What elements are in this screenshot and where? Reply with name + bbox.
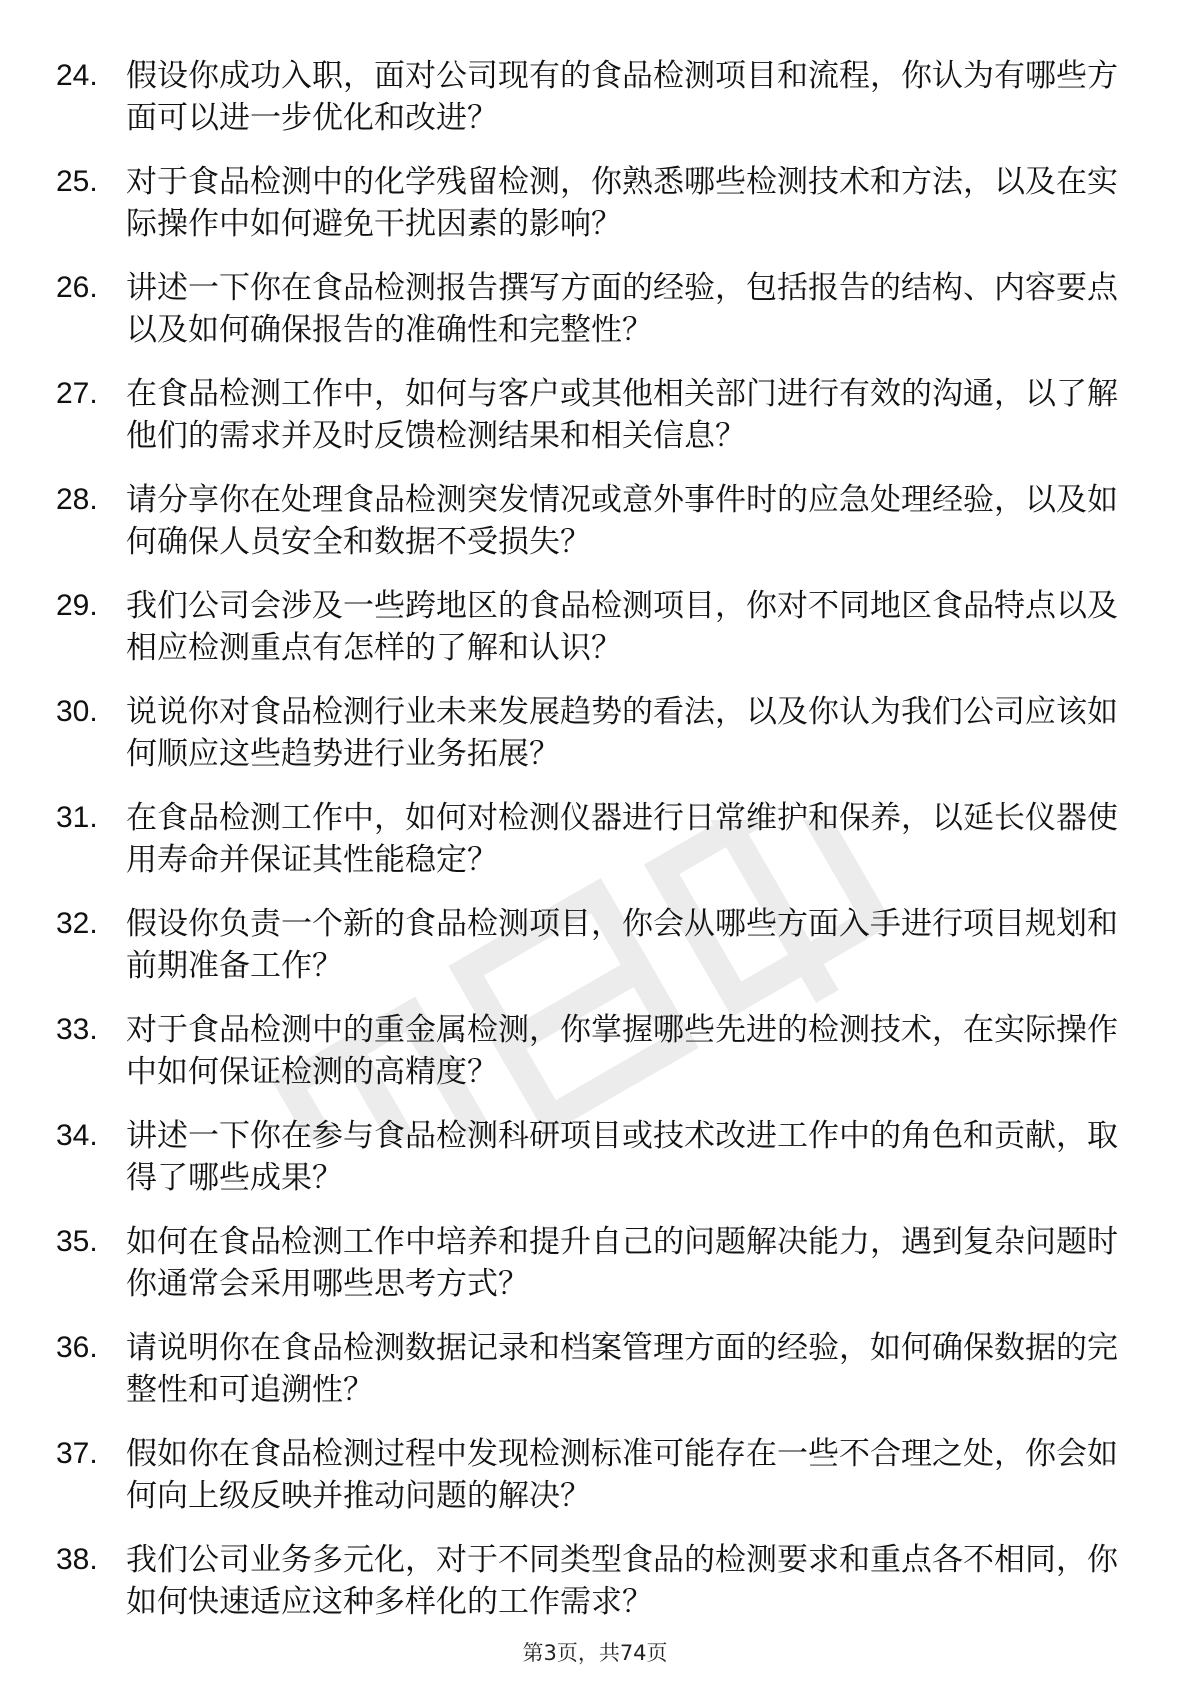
question-text: 如何在食品检测工作中培养和提升自己的问题解决能力，遇到复杂问题时你通常会采用哪些思考方式？	[126, 1224, 1118, 1302]
question-number: 25.	[56, 165, 98, 198]
question-number: 36.	[56, 1331, 98, 1364]
question-text: 讲述一下你在食品检测报告撰写方面的经验，包括报告的结构、内容要点以及如何确保报告的准确性和完整性？	[126, 270, 1118, 348]
question-text: 在食品检测工作中，如何对检测仪器进行日常维护和保养，以延长仪器使用寿命并保证其性能稳定？	[126, 800, 1118, 878]
list-item	[56, 585, 1136, 669]
question-number: 28.	[56, 483, 98, 516]
list-item	[56, 1327, 1136, 1411]
list-item	[56, 1433, 1136, 1517]
list-item	[56, 267, 1136, 351]
question-text: 我们公司业务多元化，对于不同类型食品的检测要求和重点各不相同，你如何快速适应这种多样化的工作需求？	[126, 1542, 1118, 1620]
question-number: 32.	[56, 907, 98, 940]
question-number: 26.	[56, 271, 98, 304]
question-number: 34.	[56, 1119, 98, 1152]
question-list	[56, 55, 1136, 1645]
list-item	[56, 479, 1136, 563]
list-item	[56, 1539, 1136, 1623]
question-text: 假设你成功入职，面对公司现有的食品检测项目和流程，你认为有哪些方面可以进一步优化和改进？	[126, 58, 1118, 136]
question-text: 讲述一下你在参与食品检测科研项目或技术改进工作中的角色和贡献，取得了哪些成果？	[126, 1118, 1118, 1196]
question-text: 对于食品检测中的化学残留检测，你熟悉哪些检测技术和方法，以及在实际操作中如何避免干扰因素的影响？	[126, 164, 1118, 242]
question-number: 33.	[56, 1013, 98, 1046]
list-item	[56, 1221, 1136, 1305]
list-item	[56, 1115, 1136, 1199]
question-number: 37.	[56, 1437, 98, 1470]
question-text: 说说你对食品检测行业未来发展趋势的看法，以及你认为我们公司应该如何顺应这些趋势进行业务拓展？	[126, 694, 1118, 772]
list-item	[56, 161, 1136, 245]
page-number-footer: 第3页，共74页	[522, 1641, 668, 1665]
question-text: 假设你负责一个新的食品检测项目，你会从哪些方面入手进行项目规划和前期准备工作？	[126, 906, 1118, 984]
question-text: 对于食品检测中的重金属检测，你掌握哪些先进的检测技术，在实际操作中如何保证检测的高精度？	[126, 1012, 1118, 1090]
list-item	[56, 797, 1136, 881]
list-item	[56, 903, 1136, 987]
question-number: 38.	[56, 1543, 98, 1576]
list-item	[56, 1009, 1136, 1093]
question-number: 29.	[56, 589, 98, 622]
list-item	[56, 691, 1136, 775]
list-item	[56, 55, 1136, 139]
question-text: 请分享你在处理食品检测突发情况或意外事件时的应急处理经验，以及如何确保人员安全和数据不受损失？	[126, 482, 1118, 560]
question-number: 27.	[56, 377, 98, 410]
question-text: 假如你在食品检测过程中发现检测标准可能存在一些不合理之处，你会如何向上级反映并推动问题的解决？	[126, 1436, 1118, 1514]
question-number: 24.	[56, 59, 98, 92]
question-text: 我们公司会涉及一些跨地区的食品检测项目，你对不同地区食品特点以及相应检测重点有怎样的了解和认识？	[126, 588, 1118, 666]
question-number: 35.	[56, 1225, 98, 1258]
question-number: 31.	[56, 801, 98, 834]
question-number: 30.	[56, 695, 98, 728]
question-text: 请说明你在食品检测数据记录和档案管理方面的经验，如何确保数据的完整性和可追溯性？	[126, 1330, 1118, 1408]
list-item	[56, 373, 1136, 457]
question-text: 在食品检测工作中，如何与客户或其他相关部门进行有效的沟通，以了解他们的需求并及时反馈检测结果和相关信息？	[126, 376, 1118, 454]
